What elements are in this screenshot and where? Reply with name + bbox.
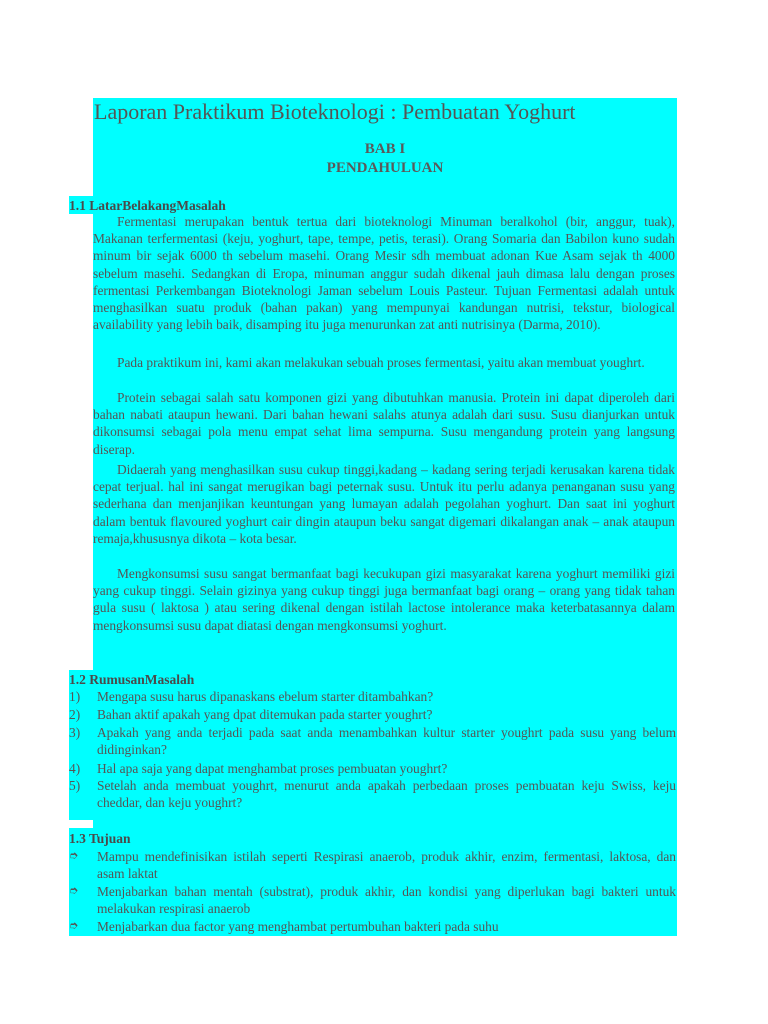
paragraph-praktikum: Pada praktikum ini, kami akan melakukan sebuah proses fermentasi, yaitu akan membuat youghrt.	[117, 355, 645, 370]
list-item: 5) Setelah anda membuat youghrt, menurut anda apakah perbedaan proses pembuatan keju Swiss, keju cheddar, dan keju youghrt?	[69, 778, 676, 811]
document-title: Laporan Praktikum Bioteknologi : Pembuatan Yoghurt	[93, 98, 677, 130]
section-heading-1-2: 1.2 RumusanMasalah	[69, 672, 195, 687]
chapter-number: BAB I	[364, 141, 406, 157]
list-item: 3) Apakah yang anda terjadi pada saat anda menambahkan kultur starter youghrt pada susu yang belum didinginkan?	[69, 725, 676, 758]
paragraph-konsumsi: Mengkonsumsi susu sangat bermanfaat bagi kecukupan gizi masyarakat karena yoghurt memiliki gizi yang cukup tinggi. Selain gizinya yang cukup tinggi juga bermanfaat bagi orang – orang yang tidak tahan gula susu ( laktosa ) atau sering dikenal dengan istilah lactose intolerance maka keterbatasannya dalam mengkonsumsi susu dapat diatasi dengan mengkonsumsi yoghurt.	[93, 566, 675, 633]
paragraph-protein: Protein sebagai salah satu komponen gizi yang dibutuhkan manusia. Protein ini dapat diperoleh dari bahan nabati ataupun hewani. Dari bahan hewani salahs atunya adalah dari susu. Susu dianjurkan untuk dikonsumsi sebagai pola menu empat sehat lima sempurna. Susu mengandung protein yang langsung diserap.	[93, 390, 675, 457]
list-item: ➮ Menjabarkan bahan mentah (substrat), produk akhir, dan kondisi yang diperlukan bagi bakteri untuk melakukan respirasi anaerob	[69, 884, 676, 917]
paragraph-fermentasi: Fermentasi merupakan bentuk tertua dari bioteknologi Minuman beralkohol (bir, anggur, tuak), Makanan terfermentasi (keju, yoghurt, tape, tempe, petis, terasi). Orang Somaria dan Babilon kuno sudah minum bir sejak 6000 th sebelum masehi. Orang Mesir sdh membuat adonan Kue Asam sejak th 4000 sebelum masehi. Sedangkan di Eropa, minuman anggur sudah dikenal jauh dimasa lalu dengan proses fermentasi Perkembangan Bioteknologi Jaman sebelum Louis Pasteur. Tujuan Fermentasi adalah untuk menghasilkan suatu produk (bahan pakan) yang mempunyai kandungan nutrisi, tekstur, biological availability yang lebih baik, disamping itu juga menurunkan zat anti nutrisinya (Darma, 2010).	[93, 214, 675, 333]
section-heading-1-3: 1.3 Tujuan	[69, 831, 131, 846]
paragraph-daerah: Didaerah yang menghasilkan susu cukup tinggi,kadang – kadang sering terjadi kerusakan karena tidak cepat terjual. hal ini sangat merugikan bagi peternak susu. Untuk itu perlu adanya penanganan susu yang sederhana dan menjanjikan keuntungan yang lumayan adalah pegolahan yoghurt. Dan saat ini yoghurt dalam bentuk flavoured yoghurt cair dingin ataupun beku sangat digemari dikalangan anak – anak ataupun remaja,khususnya dikota – kota besar.	[93, 462, 675, 546]
list-item: 2) Bahan aktif apakah yang dpat ditemukan pada starter youghrt?	[69, 707, 433, 722]
chapter-name: PENDAHULUAN	[326, 160, 444, 176]
list-item: ➮ Menjabarkan dua factor yang menghambat pertumbuhan bakteri pada suhu	[69, 919, 499, 934]
list-item: ➮ Mampu mendefinisikan istilah seperti Respirasi anaerob, produk akhir, enzim, fermentasi, laktosa, dan asam laktat	[69, 849, 676, 882]
arrow-bullet-icon: ➮	[69, 920, 79, 932]
list-item: 4) Hal apa saja yang dapat menghambat proses pembuatan youghrt?	[69, 761, 448, 776]
arrow-bullet-icon: ➮	[69, 850, 79, 862]
arrow-bullet-icon: ➮	[69, 885, 79, 897]
list-item: 1) Mengapa susu harus dipanaskans ebelum starter ditambahkan?	[69, 689, 434, 704]
section-heading-1-1: 1.1 LatarBelakangMasalah	[69, 198, 226, 213]
